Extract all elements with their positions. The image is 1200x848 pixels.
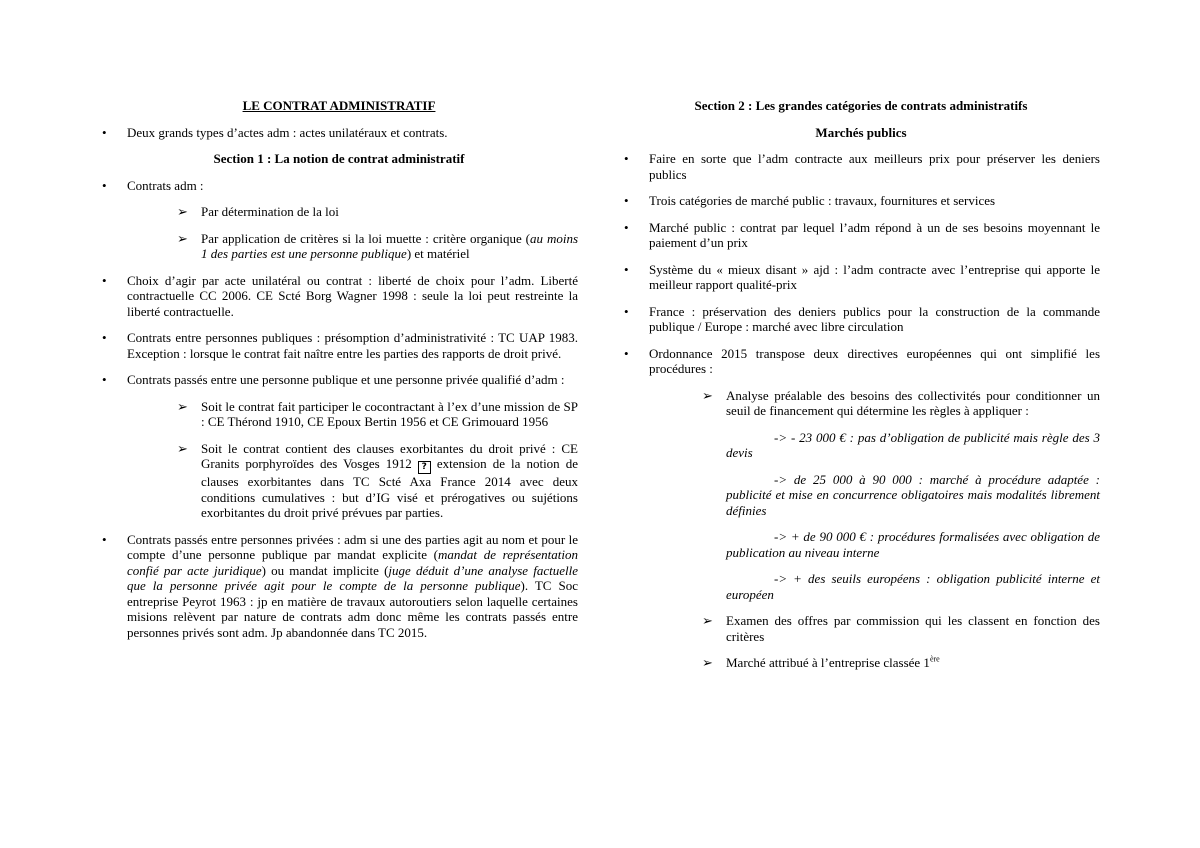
arrow-icon: ➢ <box>177 440 188 456</box>
document-title: LE CONTRAT ADMINISTRATIF <box>242 98 436 113</box>
text-part: Contrats passés entre personnes privées : adm si une des parties agit au nom et pour le compte d’une personne publique par mandat explicite ( <box>127 531 578 562</box>
text-part: ) ou mandat implicite ( <box>261 562 389 578</box>
arrow-item-loi <box>100 204 578 220</box>
bullet-actes: • Deux grands types d’actes adm : actes unilatéraux et contrats. <box>100 125 578 141</box>
arrow-item-text-post: extension de la notion de clauses exorbitantes dans TC Scté Axa France 2014 avec deux conditions cumulatives : but d’IG visé et prérogatives ou sujétions exorbitantes du droit privé prévues par parties. <box>201 456 578 520</box>
bullet-personne-privee: • Contrats passés entre une personne publique et une personne privée qualifié d’adm : <box>100 372 578 388</box>
arrow-icon: ➢ <box>702 655 713 670</box>
threshold-item-1 <box>622 430 1100 461</box>
arrow-item-text: Soit le contrat fait participer le cocontractant à l’ex d’une mission de SP : CE Thérond 1910, CE Epoux Bertin 1956 et CE Grimouard 1956 <box>201 398 578 429</box>
bullet-meilleurs-prix: • Faire en sorte que l’adm contracte aux meilleurs prix pour préserver les deniers publics <box>622 151 1100 182</box>
arrow-item-text-pre: Soit le contrat contient des clauses exorbitantes du droit privé : CE Granits porphyroïdes des Vosges 1912 <box>201 440 578 471</box>
section-1-heading: Section 1 : La notion de contrat administratif <box>213 151 465 166</box>
left-column <box>100 98 578 651</box>
right-column <box>622 98 1100 682</box>
arrow-item-criteres <box>100 231 578 262</box>
arrow-item-text-italic: au moins 1 des parties est une personne publique <box>201 230 579 261</box>
bullet-contrats-adm: • Contrats adm : <box>100 178 578 194</box>
subheading-marches-publics: Marchés publics <box>815 124 907 140</box>
bullet-choix: • Choix d’agir par acte unilatéral ou contrat : liberté de choix pour l’adm. Liberté contractuelle CC 2006. CE Scté Borg Wagner 1998 : seule la loi peut restreinte la liberté contractuelle. <box>100 273 578 320</box>
arrow-item-analyse <box>622 388 1100 419</box>
text-italic: mandat de représentation confié par acte juridique <box>127 547 578 578</box>
arrow-icon: ➢ <box>177 398 188 414</box>
threshold-item-2 <box>622 472 1100 519</box>
section-2-heading: Section 2 : Les grandes catégories de contrats administratifs <box>694 98 1028 113</box>
threshold-text: -> de 25 000 à 90 000 : marché à procédure adaptée : publicité et mise en concurrence obligatoires mais modalités librement définies <box>726 471 1100 518</box>
unknown-glyph-icon: ? <box>418 461 431 474</box>
bullet-definition: • Marché public : contrat par lequel l’adm répond à un de ses besoins moyennant le paiement d’un prix <box>622 220 1100 251</box>
threshold-item-4 <box>622 571 1100 602</box>
text-part: ). TC Soc entreprise Peyrot 1963 : jp en matière de travaux autoroutiers selon laquelle certaines misions relèvent par nature de contrats adm donc même les contrats passés entre personnes privés sont adm. Jp abandonnée dans TC 2015. <box>127 578 578 640</box>
arrow-item-text: Examen des offres par commission qui les classent en fonction des critères <box>726 613 1100 644</box>
arrow-item-text-post: ) et matériel <box>406 246 470 261</box>
arrow-icon: ➢ <box>702 387 713 403</box>
bullet-mieux-disant: • Système du « mieux disant » ajd : l’adm contracte avec l’entreprise qui apporte le meilleur rapport qualité-prix <box>622 262 1100 293</box>
threshold-item-3 <box>622 529 1100 560</box>
arrow-item-text: Marché attribué à l’entreprise classée 1 <box>726 655 930 670</box>
arrow-item-text: Par détermination de la loi <box>201 204 339 219</box>
bullet-personnes-publiques: • Contrats entre personnes publiques : présomption d’administrativité : TC UAP 1983. Exception : lorsque le contrat fait naître entre les parties des rapports de droit privé. <box>100 330 578 361</box>
threshold-text: -> + de 90 000 € : procédures formalisées avec obligation de publication au niveau interne <box>726 529 1100 560</box>
bullet-ordonnance-2015: • Ordonnance 2015 transpose deux directives européennes qui ont simplifié les procédures : <box>622 346 1100 377</box>
arrow-item-clauses <box>100 441 578 521</box>
text-italic: juge déduit d’une analyse factuelle que la personne privée agit pour le compte de la personne publique <box>127 562 578 593</box>
arrow-icon: ➢ <box>177 204 188 219</box>
superscript-ere: ère <box>929 654 940 664</box>
bullet-france-europe: • France : préservation des deniers publics pour la construction de la commande publique / Europe : marché avec libre circulation <box>622 304 1100 335</box>
arrow-item-examen <box>622 613 1100 644</box>
arrow-item-text-pre: Par application de critères si la loi muette : critère organique ( <box>201 230 530 246</box>
arrow-item-attribution <box>622 655 1100 671</box>
threshold-text: -> - 23 000 € : pas d’obligation de publicité mais règle des 3 devis <box>726 429 1100 460</box>
arrow-item-mission-sp <box>100 399 578 430</box>
arrow-item-text: Analyse préalable des besoins des collectivités pour conditionner un seuil de financement qui détermine les règles à appliquer : <box>726 387 1100 418</box>
threshold-text: -> + des seuils européens : obligation publicité interne et européen <box>726 571 1100 602</box>
arrow-icon: ➢ <box>702 613 713 628</box>
arrow-icon: ➢ <box>177 230 188 246</box>
bullet-personnes-privees <box>100 532 578 641</box>
bullet-trois-categories: • Trois catégories de marché public : travaux, fournitures et services <box>622 193 1100 209</box>
